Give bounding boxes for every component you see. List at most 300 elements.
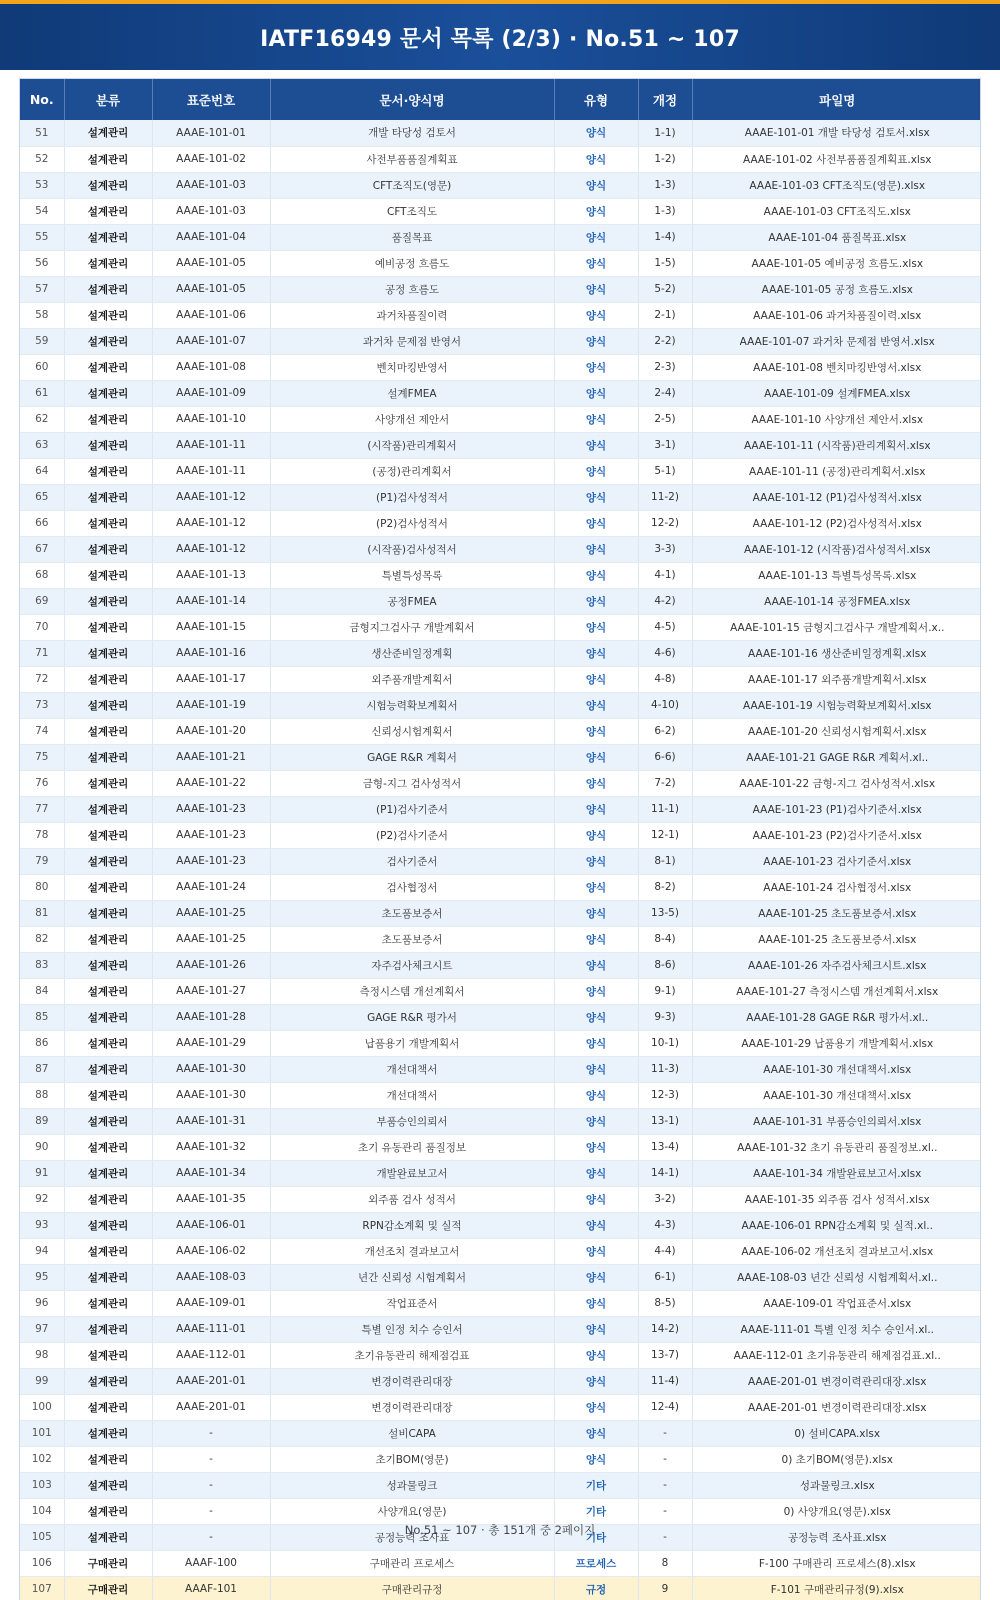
cell-type: 양식 (554, 1316, 638, 1342)
cell-file-name[interactable]: AAAE-101-11 (공정)관리계획서.xlsx (692, 458, 981, 484)
cell-no: 107 (20, 1576, 64, 1600)
cell-standard-number: AAAE-101-08 (152, 354, 270, 380)
cell-document-name: GAGE R&R 계획서 (270, 744, 554, 770)
cell-revision: 8-1) (638, 848, 692, 874)
cell-category: 설계관리 (64, 874, 152, 900)
cell-type: 양식 (554, 978, 638, 1004)
cell-file-name[interactable]: F-100 구매관리 프로세스(8).xlsx (692, 1550, 981, 1576)
cell-file-name[interactable]: AAAE-101-25 초도품보증서.xlsx (692, 900, 981, 926)
cell-category: 설계관리 (64, 1394, 152, 1420)
cell-revision: 1-1) (638, 120, 692, 146)
table-row[interactable] (20, 484, 981, 510)
cell-file-name[interactable]: AAAE-101-28 GAGE R&R 평가서.xl.. (692, 1004, 981, 1030)
cell-type: 양식 (554, 1082, 638, 1108)
cell-document-name: 초도품보증서 (270, 900, 554, 926)
page-title: IATF16949 문서 목록 (2/3) · No.51 ~ 107 (260, 26, 740, 52)
cell-no: 75 (20, 744, 64, 770)
cell-no: 62 (20, 406, 64, 432)
cell-type: 양식 (554, 926, 638, 952)
cell-type: 양식 (554, 588, 638, 614)
header-document-name[interactable]: 문서·양식명 (270, 79, 554, 120)
cell-category: 설계관리 (64, 406, 152, 432)
cell-file-name[interactable]: 0) 사양개요(영문).xlsx (692, 1498, 981, 1524)
cell-file-name[interactable]: AAAE-101-04 품질목표.xlsx (692, 224, 981, 250)
cell-type: 양식 (554, 224, 638, 250)
cell-no: 71 (20, 640, 64, 666)
cell-no: 95 (20, 1264, 64, 1290)
cell-type: 양식 (554, 1134, 638, 1160)
cell-revision: - (638, 1498, 692, 1524)
cell-category: 설계관리 (64, 120, 152, 146)
cell-no: 51 (20, 120, 64, 146)
cell-revision: 5-2) (638, 276, 692, 302)
table-row[interactable] (20, 1134, 981, 1160)
cell-document-name: 생산준비일정계획 (270, 640, 554, 666)
cell-no: 99 (20, 1368, 64, 1394)
table-row[interactable] (20, 900, 981, 926)
cell-file-name[interactable]: AAAE-101-32 초기 유동관리 품질정보.xl.. (692, 1134, 981, 1160)
cell-file-name[interactable]: AAAE-101-02 사전부품품질계획표.xlsx (692, 146, 981, 172)
cell-file-name[interactable]: AAAE-106-01 RPN감소계획 및 실적.xl.. (692, 1212, 981, 1238)
cell-category: 설계관리 (64, 770, 152, 796)
cell-no: 54 (20, 198, 64, 224)
cell-document-name: 개선대책서 (270, 1056, 554, 1082)
cell-type: 양식 (554, 1342, 638, 1368)
cell-type: 양식 (554, 796, 638, 822)
cell-revision: - (638, 1420, 692, 1446)
table-row[interactable] (20, 666, 981, 692)
cell-no: 64 (20, 458, 64, 484)
cell-revision: 13-7) (638, 1342, 692, 1368)
table-row[interactable] (20, 1160, 981, 1186)
cell-file-name[interactable]: 공정능력 조사표.xlsx (692, 1524, 981, 1550)
cell-category: 설계관리 (64, 1004, 152, 1030)
table-row[interactable] (20, 1030, 981, 1056)
cell-document-name: 금형-지그 검사성적서 (270, 770, 554, 796)
cell-file-name[interactable]: AAAE-101-29 납품용기 개발계획서.xlsx (692, 1030, 981, 1056)
cell-no: 65 (20, 484, 64, 510)
cell-category: 설계관리 (64, 1498, 152, 1524)
cell-file-name[interactable]: AAAE-101-11 (시작품)관리계획서.xlsx (692, 432, 981, 458)
cell-document-name: 신뢰성시험계획서 (270, 718, 554, 744)
cell-no: 70 (20, 614, 64, 640)
cell-category: 설계관리 (64, 666, 152, 692)
table-row[interactable] (20, 432, 981, 458)
cell-standard-number: AAAE-101-11 (152, 458, 270, 484)
cell-standard-number: AAAE-101-24 (152, 874, 270, 900)
cell-no: 100 (20, 1394, 64, 1420)
cell-revision: 13-5) (638, 900, 692, 926)
table-row[interactable] (20, 1316, 981, 1342)
table-row[interactable] (20, 874, 981, 900)
cell-category: 설계관리 (64, 1420, 152, 1446)
cell-category: 설계관리 (64, 198, 152, 224)
header-type[interactable]: 유형 (554, 79, 638, 120)
cell-revision: 14-1) (638, 1160, 692, 1186)
cell-file-name[interactable]: AAAE-108-03 년간 신뢰성 시험계획서.xl.. (692, 1264, 981, 1290)
cell-file-name[interactable]: AAAE-101-19 시험능력확보계획서.xlsx (692, 692, 981, 718)
cell-file-name[interactable]: AAAE-101-34 개발완료보고서.xlsx (692, 1160, 981, 1186)
cell-standard-number: AAAE-101-20 (152, 718, 270, 744)
table-row[interactable] (20, 1446, 981, 1472)
cell-document-name: 검사협정서 (270, 874, 554, 900)
cell-no: 91 (20, 1160, 64, 1186)
document-table (20, 79, 981, 1600)
table-row[interactable] (20, 224, 981, 250)
table-row[interactable] (20, 1108, 981, 1134)
header-no[interactable]: No. (20, 79, 64, 120)
cell-standard-number: AAAE-101-17 (152, 666, 270, 692)
cell-revision: 5-1) (638, 458, 692, 484)
cell-category: 설계관리 (64, 900, 152, 926)
cell-type: 양식 (554, 1004, 638, 1030)
cell-file-name[interactable]: AAAE-101-26 자주검사체크시트.xlsx (692, 952, 981, 978)
table-row[interactable] (20, 718, 981, 744)
cell-file-name[interactable]: F-101 구매관리규정(9).xlsx (692, 1576, 981, 1600)
cell-document-name: 사전부품품질계획표 (270, 146, 554, 172)
cell-category: 설계관리 (64, 1446, 152, 1472)
cell-file-name[interactable]: AAAE-101-12 (P1)검사성적서.xlsx (692, 484, 981, 510)
cell-revision: 14-2) (638, 1316, 692, 1342)
cell-file-name[interactable]: AAAE-101-21 GAGE R&R 계획서.xl.. (692, 744, 981, 770)
table-row[interactable] (20, 510, 981, 536)
table-row[interactable] (20, 926, 981, 952)
cell-standard-number: AAAE-101-13 (152, 562, 270, 588)
cell-category: 설계관리 (64, 978, 152, 1004)
cell-no: 72 (20, 666, 64, 692)
cell-file-name[interactable]: AAAE-101-17 외주품개발계획서.xlsx (692, 666, 981, 692)
cell-revision: 2-4) (638, 380, 692, 406)
cell-type: 양식 (554, 692, 638, 718)
cell-revision: 8-2) (638, 874, 692, 900)
cell-type: 양식 (554, 1186, 638, 1212)
cell-category: 설계관리 (64, 1082, 152, 1108)
table-row[interactable] (20, 640, 981, 666)
cell-document-name: 공정FMEA (270, 588, 554, 614)
cell-file-name[interactable]: AAAE-101-23 (P2)검사기준서.xlsx (692, 822, 981, 848)
cell-document-name: 작업표준서 (270, 1290, 554, 1316)
cell-no: 74 (20, 718, 64, 744)
cell-type: 프로세스 (554, 1550, 638, 1576)
cell-document-name: (P1)검사기준서 (270, 796, 554, 822)
cell-type: 양식 (554, 874, 638, 900)
document-table-container (19, 78, 981, 1600)
cell-type: 양식 (554, 718, 638, 744)
table-row[interactable] (20, 614, 981, 640)
cell-standard-number: - (152, 1472, 270, 1498)
table-row[interactable] (20, 1342, 981, 1368)
cell-file-name[interactable]: AAAE-101-27 측정시스템 개선계획서.xlsx (692, 978, 981, 1004)
cell-document-name: CFT조직도(영문) (270, 172, 554, 198)
cell-revision: 1-3) (638, 172, 692, 198)
cell-no: 96 (20, 1290, 64, 1316)
cell-category: 설계관리 (64, 172, 152, 198)
cell-revision: 4-10) (638, 692, 692, 718)
cell-standard-number: AAAE-101-02 (152, 146, 270, 172)
cell-file-name[interactable]: AAAE-201-01 변경이력관리대장.xlsx (692, 1368, 981, 1394)
cell-document-name: 초기BOM(영문) (270, 1446, 554, 1472)
cell-file-name[interactable]: AAAE-101-08 벤치마킹반영서.xlsx (692, 354, 981, 380)
cell-standard-number: AAAE-101-04 (152, 224, 270, 250)
cell-no: 57 (20, 276, 64, 302)
cell-document-name: 과거차 문제점 반영서 (270, 328, 554, 354)
cell-no: 61 (20, 380, 64, 406)
cell-no: 87 (20, 1056, 64, 1082)
cell-document-name: 설계FMEA (270, 380, 554, 406)
cell-no: 76 (20, 770, 64, 796)
table-row[interactable] (20, 1550, 981, 1576)
table-row[interactable] (20, 1004, 981, 1030)
cell-standard-number: AAAE-106-01 (152, 1212, 270, 1238)
cell-file-name[interactable]: AAAE-101-03 CFT조직도(영문).xlsx (692, 172, 981, 198)
cell-file-name[interactable]: AAAE-101-06 과거차품질이력.xlsx (692, 302, 981, 328)
table-row[interactable] (20, 588, 981, 614)
table-row[interactable] (20, 1082, 981, 1108)
cell-file-name[interactable]: 0) 초기BOM(영문).xlsx (692, 1446, 981, 1472)
cell-file-name[interactable]: AAAE-101-23 (P1)검사기준서.xlsx (692, 796, 981, 822)
cell-no: 88 (20, 1082, 64, 1108)
table-row[interactable] (20, 354, 981, 380)
cell-document-name: 사양개요(영문) (270, 1498, 554, 1524)
cell-revision: 2-5) (638, 406, 692, 432)
table-row[interactable] (20, 250, 981, 276)
cell-standard-number: AAAE-106-02 (152, 1238, 270, 1264)
cell-document-name: 과거차품질이력 (270, 302, 554, 328)
cell-category: 구매관리 (64, 1576, 152, 1600)
cell-category: 설계관리 (64, 1368, 152, 1394)
cell-no: 83 (20, 952, 64, 978)
table-row[interactable] (20, 1264, 981, 1290)
cell-standard-number: AAAE-201-01 (152, 1394, 270, 1420)
cell-standard-number: AAAE-101-12 (152, 536, 270, 562)
table-row[interactable] (20, 1524, 981, 1550)
table-row[interactable] (20, 302, 981, 328)
cell-document-name: 특별특성목록 (270, 562, 554, 588)
cell-type: 양식 (554, 328, 638, 354)
cell-file-name[interactable]: AAAE-101-31 부품승인의뢰서.xlsx (692, 1108, 981, 1134)
cell-file-name[interactable]: AAAE-101-03 CFT조직도.xlsx (692, 198, 981, 224)
cell-file-name[interactable]: AAAE-101-12 (P2)검사성적서.xlsx (692, 510, 981, 536)
table-row[interactable] (20, 406, 981, 432)
cell-document-name: 공정능력 조사표 (270, 1524, 554, 1550)
cell-document-name: (P2)검사성적서 (270, 510, 554, 536)
cell-category: 설계관리 (64, 1316, 152, 1342)
cell-category: 설계관리 (64, 1134, 152, 1160)
cell-revision: 8-4) (638, 926, 692, 952)
cell-file-name[interactable]: AAAE-101-07 과거차 문제점 반영서.xlsx (692, 328, 981, 354)
cell-type: 양식 (554, 380, 638, 406)
table-row[interactable] (20, 796, 981, 822)
cell-file-name[interactable]: AAAE-101-23 검사기준서.xlsx (692, 848, 981, 874)
cell-document-name: 변경이력관리대장 (270, 1394, 554, 1420)
cell-type: 기타 (554, 1498, 638, 1524)
cell-standard-number: AAAE-101-15 (152, 614, 270, 640)
cell-no: 84 (20, 978, 64, 1004)
cell-document-name: 품질목표 (270, 224, 554, 250)
cell-no: 78 (20, 822, 64, 848)
table-row[interactable] (20, 978, 981, 1004)
table-row[interactable] (20, 1290, 981, 1316)
cell-file-name[interactable]: AAAE-101-01 개발 타당성 검토서.xlsx (692, 120, 981, 146)
cell-file-name[interactable]: AAAE-101-14 공정FMEA.xlsx (692, 588, 981, 614)
table-row[interactable] (20, 1368, 981, 1394)
cell-file-name[interactable]: AAAE-111-01 특별 인정 치수 승인서.xl.. (692, 1316, 981, 1342)
cell-file-name[interactable]: AAAE-101-10 사양개선 제안서.xlsx (692, 406, 981, 432)
table-row[interactable] (20, 1472, 981, 1498)
cell-document-name: 개발완료보고서 (270, 1160, 554, 1186)
cell-type: 양식 (554, 666, 638, 692)
cell-revision: 4-5) (638, 614, 692, 640)
table-row[interactable] (20, 1394, 981, 1420)
table-row[interactable] (20, 536, 981, 562)
table-row[interactable] (20, 1238, 981, 1264)
table-row[interactable] (20, 328, 981, 354)
cell-file-name[interactable]: AAAE-101-16 생산준비일정계획.xlsx (692, 640, 981, 666)
cell-revision: 4-6) (638, 640, 692, 666)
cell-file-name[interactable]: 성과물링크.xlsx (692, 1472, 981, 1498)
cell-standard-number: AAAE-101-03 (152, 198, 270, 224)
cell-file-name[interactable]: AAAE-101-30 개선대책서.xlsx (692, 1082, 981, 1108)
table-row[interactable] (20, 1420, 981, 1446)
cell-category: 설계관리 (64, 302, 152, 328)
table-row[interactable] (20, 952, 981, 978)
cell-category: 설계관리 (64, 380, 152, 406)
cell-category: 설계관리 (64, 1108, 152, 1134)
cell-document-name: 시험능력확보계획서 (270, 692, 554, 718)
cell-type: 양식 (554, 302, 638, 328)
cell-category: 설계관리 (64, 224, 152, 250)
table-row[interactable] (20, 120, 981, 146)
cell-no: 66 (20, 510, 64, 536)
cell-file-name[interactable]: AAAE-101-24 검사협정서.xlsx (692, 874, 981, 900)
header-file-name[interactable]: 파일명 (692, 79, 981, 120)
cell-no: 105 (20, 1524, 64, 1550)
cell-revision: 12-2) (638, 510, 692, 536)
cell-file-name[interactable]: AAAE-101-09 설계FMEA.xlsx (692, 380, 981, 406)
cell-type: 양식 (554, 250, 638, 276)
cell-revision: 12-1) (638, 822, 692, 848)
header-revision[interactable]: 개정 (638, 79, 692, 120)
table-row[interactable] (20, 744, 981, 770)
cell-file-name[interactable]: AAAE-101-05 공정 흐름도.xlsx (692, 276, 981, 302)
table-row[interactable] (20, 172, 981, 198)
table-row[interactable] (20, 198, 981, 224)
cell-file-name[interactable]: AAAE-101-12 (시작품)검사성적서.xlsx (692, 536, 981, 562)
cell-revision: 2-3) (638, 354, 692, 380)
cell-revision: 13-4) (638, 1134, 692, 1160)
table-row[interactable] (20, 276, 981, 302)
table-row[interactable] (20, 562, 981, 588)
cell-standard-number: - (152, 1420, 270, 1446)
cell-document-name: 개발 타당성 검토서 (270, 120, 554, 146)
cell-revision: 12-3) (638, 1082, 692, 1108)
table-row[interactable] (20, 692, 981, 718)
cell-file-name[interactable]: AAAE-201-01 변경이력관리대장.xlsx (692, 1394, 981, 1420)
cell-no: 55 (20, 224, 64, 250)
cell-revision: 1-4) (638, 224, 692, 250)
cell-standard-number: AAAE-101-28 (152, 1004, 270, 1030)
cell-file-name[interactable]: AAAE-101-15 금형지그검사구 개발계획서.x.. (692, 614, 981, 640)
cell-no: 68 (20, 562, 64, 588)
table-row[interactable] (20, 1056, 981, 1082)
cell-category: 설계관리 (64, 276, 152, 302)
cell-no: 97 (20, 1316, 64, 1342)
cell-revision: - (638, 1524, 692, 1550)
cell-category: 설계관리 (64, 822, 152, 848)
cell-standard-number: AAAE-101-16 (152, 640, 270, 666)
cell-file-name[interactable]: AAAE-109-01 작업표준서.xlsx (692, 1290, 981, 1316)
cell-standard-number: AAAE-108-03 (152, 1264, 270, 1290)
cell-no: 58 (20, 302, 64, 328)
cell-revision: 1-5) (638, 250, 692, 276)
table-row[interactable] (20, 822, 981, 848)
cell-file-name[interactable]: AAAE-101-22 금형-지그 검사성적서.xlsx (692, 770, 981, 796)
cell-file-name[interactable]: AAAE-101-30 개선대책서.xlsx (692, 1056, 981, 1082)
cell-standard-number: AAAE-101-29 (152, 1030, 270, 1056)
table-row[interactable] (20, 1498, 981, 1524)
cell-category: 설계관리 (64, 926, 152, 952)
cell-file-name[interactable]: AAAE-112-01 초기유동관리 해제점검표.xl.. (692, 1342, 981, 1368)
cell-category: 설계관리 (64, 1186, 152, 1212)
cell-document-name: 변경이력관리대장 (270, 1368, 554, 1394)
cell-file-name[interactable]: 0) 설비CAPA.xlsx (692, 1420, 981, 1446)
cell-file-name[interactable]: AAAE-101-05 예비공정 흐름도.xlsx (692, 250, 981, 276)
cell-no: 94 (20, 1238, 64, 1264)
header-category[interactable]: 분류 (64, 79, 152, 120)
cell-type: 양식 (554, 536, 638, 562)
cell-category: 설계관리 (64, 1472, 152, 1498)
cell-standard-number: AAAE-101-09 (152, 380, 270, 406)
cell-revision: 11-1) (638, 796, 692, 822)
cell-file-name[interactable]: AAAE-101-35 외주품 검사 성적서.xlsx (692, 1186, 981, 1212)
table-row[interactable] (20, 848, 981, 874)
cell-type: 양식 (554, 744, 638, 770)
cell-category: 설계관리 (64, 588, 152, 614)
cell-type: 양식 (554, 1290, 638, 1316)
cell-category: 설계관리 (64, 744, 152, 770)
header-standard-number[interactable]: 표준번호 (152, 79, 270, 120)
cell-standard-number: AAAE-101-06 (152, 302, 270, 328)
table-row[interactable] (20, 1576, 981, 1600)
cell-category: 설계관리 (64, 458, 152, 484)
cell-type: 양식 (554, 1056, 638, 1082)
cell-type: 양식 (554, 172, 638, 198)
table-row[interactable] (20, 380, 981, 406)
cell-no: 103 (20, 1472, 64, 1498)
cell-file-name[interactable]: AAAE-101-13 특별특성목록.xlsx (692, 562, 981, 588)
cell-document-name: 구매관리규정 (270, 1576, 554, 1600)
cell-standard-number: AAAE-101-23 (152, 822, 270, 848)
cell-file-name[interactable]: AAAE-101-25 초도품보증서.xlsx (692, 926, 981, 952)
table-row[interactable] (20, 770, 981, 796)
table-row[interactable] (20, 458, 981, 484)
cell-no: 80 (20, 874, 64, 900)
cell-file-name[interactable]: AAAE-106-02 개선조치 결과보고서.xlsx (692, 1238, 981, 1264)
cell-standard-number: AAAF-100 (152, 1550, 270, 1576)
cell-standard-number: AAAE-101-34 (152, 1160, 270, 1186)
cell-standard-number: AAAE-101-30 (152, 1056, 270, 1082)
table-row[interactable] (20, 1186, 981, 1212)
cell-category: 설계관리 (64, 614, 152, 640)
table-row[interactable] (20, 1212, 981, 1238)
table-row[interactable] (20, 146, 981, 172)
cell-no: 81 (20, 900, 64, 926)
cell-category: 설계관리 (64, 718, 152, 744)
cell-revision: 11-2) (638, 484, 692, 510)
cell-file-name[interactable]: AAAE-101-20 신뢰성시험계획서.xlsx (692, 718, 981, 744)
cell-standard-number: AAAE-201-01 (152, 1368, 270, 1394)
cell-category: 설계관리 (64, 250, 152, 276)
